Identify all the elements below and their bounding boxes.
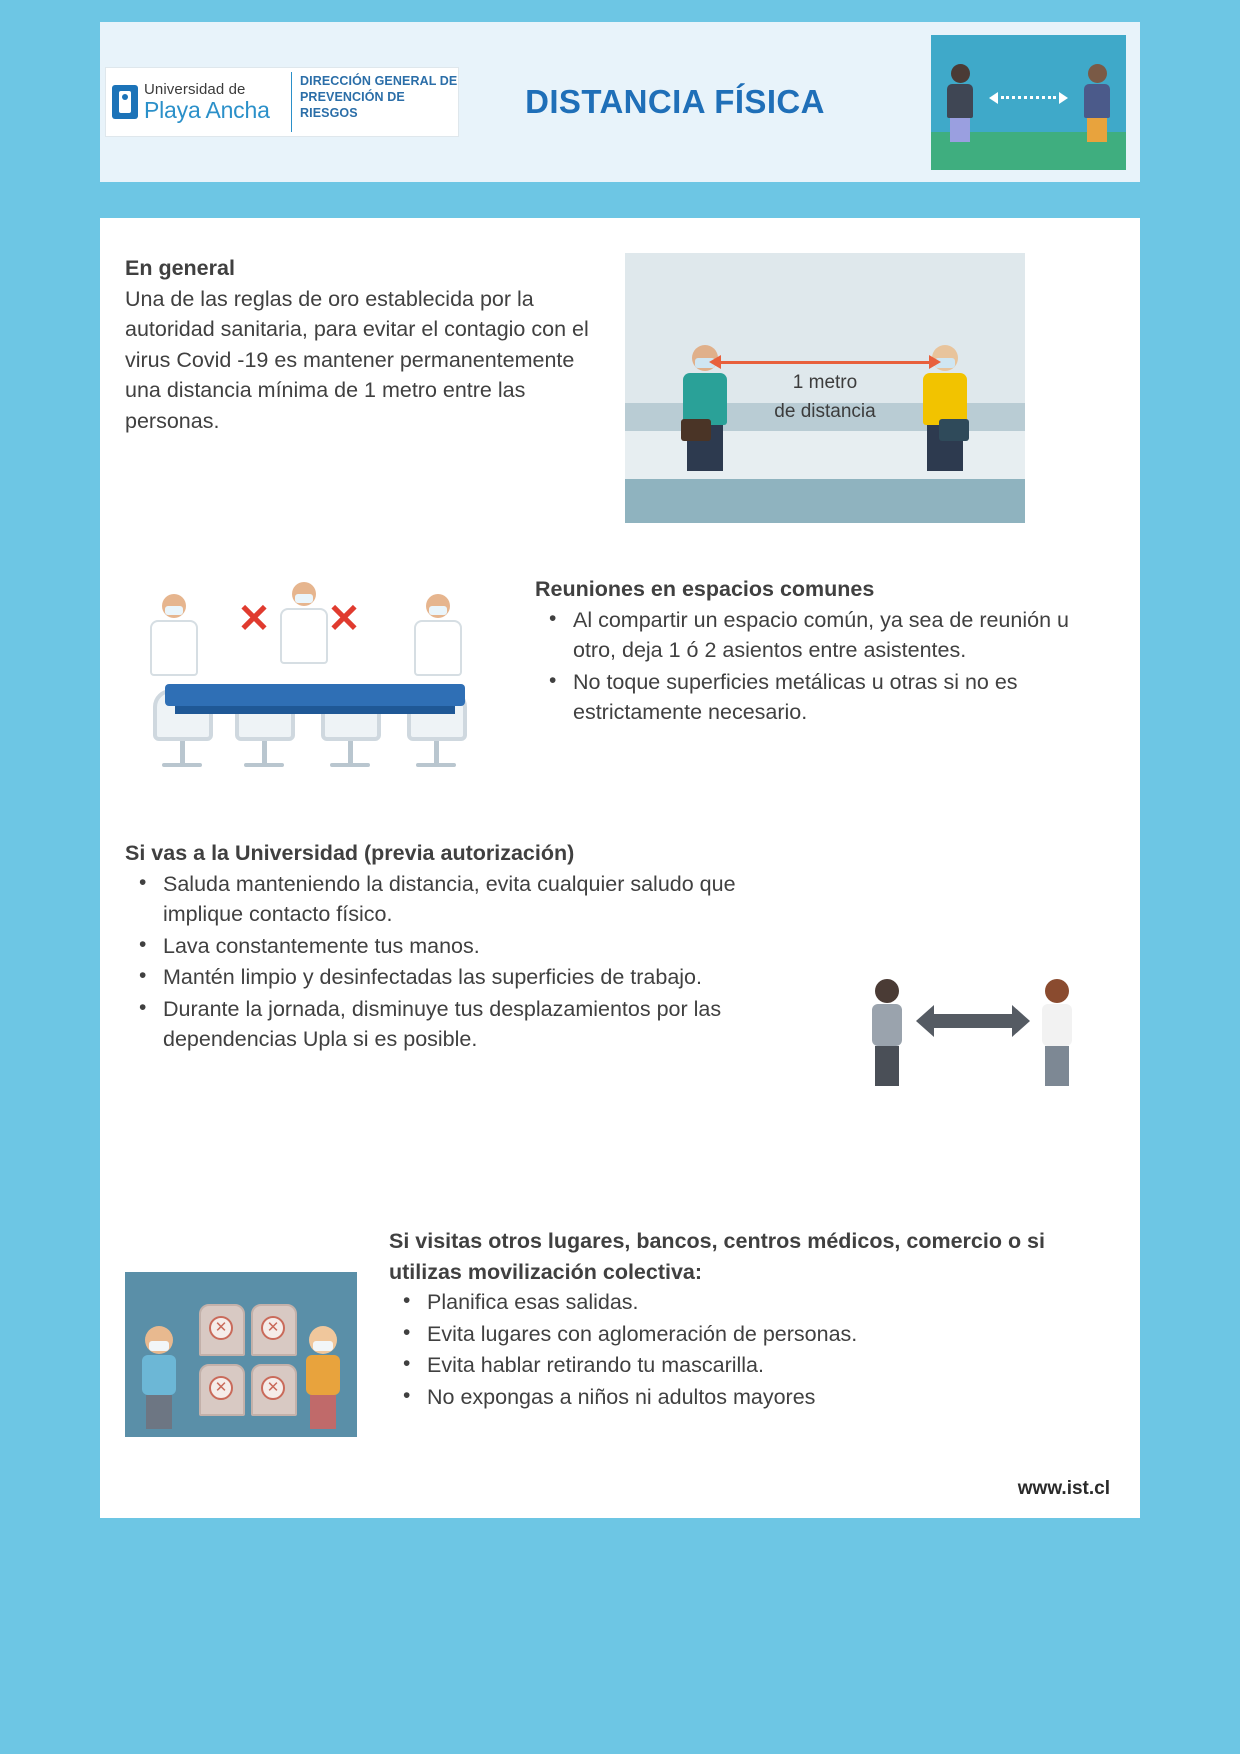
chair-stem xyxy=(180,741,185,763)
chair-base xyxy=(162,763,202,767)
list-item: • Al compartir un espacio común, ya sea de reunión u otro, deja 1 ó 2 asientos entre asistentes. xyxy=(535,605,1095,666)
arrow-head-left xyxy=(989,92,998,104)
person-legs xyxy=(1087,118,1107,142)
face-mask-icon xyxy=(295,594,313,603)
section-otros-lugares xyxy=(125,1226,1115,1437)
illustration-floor-band-3 xyxy=(625,479,1025,523)
section-general-text xyxy=(125,253,595,523)
upla-logo-text xyxy=(144,82,270,122)
person-legs xyxy=(950,118,970,142)
section-otros-lugares-text xyxy=(389,1226,1089,1437)
section-otros-lugares-heading xyxy=(389,1226,1089,1287)
section-general xyxy=(125,253,1115,523)
section-reuniones-heading: Reuniones en espacios comunes xyxy=(535,577,875,601)
section-otros-lugares-heading-suffix: : xyxy=(694,1259,703,1284)
chair-stem xyxy=(434,741,439,763)
face-mask-icon xyxy=(313,1341,333,1351)
face-mask-icon xyxy=(165,606,183,615)
content-sheet xyxy=(100,218,1140,1518)
section-general-heading: En general xyxy=(125,256,235,280)
illustration-person-woman xyxy=(1027,979,1087,1086)
page-title: DISTANCIA FÍSICA xyxy=(525,83,825,120)
meeting-person-3 xyxy=(407,594,469,676)
list-item: • Mantén limpio y desinfectadas las superficies de trabajo. xyxy=(125,962,765,993)
illustration-person-right xyxy=(1082,64,1112,142)
section-reuniones xyxy=(125,566,1115,781)
chair-base xyxy=(330,763,370,767)
header-illustration-distance xyxy=(931,35,1126,170)
person-head xyxy=(309,1326,337,1354)
list-item: • Evita hablar retirando tu mascarilla. xyxy=(389,1350,1089,1381)
list-item: • Durante la jornada, disminuye tus desplazamientos por las dependencias Upla si es posible. xyxy=(125,994,765,1055)
chair-stem xyxy=(262,741,267,763)
distance-arrow-icon xyxy=(933,1014,1013,1028)
department-name: DIRECCIÓN GENERAL DE PREVENCIÓN DE RIESGOS xyxy=(300,74,458,120)
person-coat xyxy=(150,620,198,676)
section-reuniones-list xyxy=(535,605,1095,728)
person-head xyxy=(162,594,186,618)
institution-logo-block xyxy=(105,67,459,137)
face-mask-icon xyxy=(429,606,447,615)
meeting-table xyxy=(165,684,465,706)
person-body xyxy=(872,1004,902,1046)
section-universidad-heading: Si vas a la Universidad (previa autorización) xyxy=(125,841,575,865)
list-item: • Saluda manteniendo la distancia, evita cualquier saludo que implique contacto físico. xyxy=(125,869,765,930)
arrow-dotted-line xyxy=(1001,96,1056,99)
list-item: • Lava constantemente tus manos. xyxy=(125,931,765,962)
passenger-right xyxy=(297,1326,349,1429)
person-legs xyxy=(146,1395,172,1429)
illustration-person-left xyxy=(945,64,975,142)
seat-blocked-icon-2: ✕ xyxy=(261,1316,285,1340)
one-meter-label xyxy=(625,369,1025,426)
person-head xyxy=(292,582,316,606)
person-body xyxy=(142,1355,176,1395)
chair-base xyxy=(244,763,284,767)
section-general-body: Una de las reglas de oro establecida por la autoridad sanitaria, para evitar el contagio con el virus Covid -19 es mantener permanentemente una distancia mínima de 1 metro entre las personas. xyxy=(125,286,589,433)
illustration-person-backpack xyxy=(857,979,917,1086)
person-head xyxy=(426,594,450,618)
meeting-person-2 xyxy=(273,582,335,664)
arrow-head-right xyxy=(1059,92,1068,104)
cross-mark-icon-2: ✕ xyxy=(327,597,361,641)
section-universidad xyxy=(125,838,1115,1056)
seat-blocked-icon-4: ✕ xyxy=(261,1376,285,1400)
list-item: • No toque superficies metálicas u otras si no es estrictamente necesario. xyxy=(535,667,1095,728)
section-otros-lugares-heading-main: Si visitas otros lugares, bancos, centros médicos, comercio o si utilizas movilización colectiva xyxy=(389,1229,1045,1284)
university-emblem-icon xyxy=(112,85,138,119)
illustration-meeting-table xyxy=(125,566,505,781)
section-reuniones-text xyxy=(535,566,1095,781)
person-legs xyxy=(875,1046,899,1086)
footer-website[interactable]: www.ist.cl xyxy=(1017,1478,1110,1499)
distance-arrow-icon xyxy=(989,93,1068,103)
seat-blocked-icon-3: ✕ xyxy=(209,1376,233,1400)
person-head xyxy=(951,64,970,83)
face-mask-icon xyxy=(149,1341,169,1351)
person-coat xyxy=(414,620,462,676)
person-body xyxy=(306,1355,340,1395)
chair-stem xyxy=(348,741,353,763)
meeting-person-1 xyxy=(143,594,205,676)
list-item: • Planifica esas salidas. xyxy=(389,1287,1089,1318)
section-universidad-list xyxy=(125,869,765,1055)
cross-mark-icon-1: ✕ xyxy=(237,597,271,641)
one-meter-label-line1: 1 metro xyxy=(792,372,858,393)
person-head xyxy=(1045,979,1069,1003)
one-meter-arrow-icon xyxy=(720,361,930,364)
chair-base xyxy=(416,763,456,767)
illustration-two-people-distance xyxy=(847,946,1097,1096)
person-legs xyxy=(310,1395,336,1429)
upla-logo xyxy=(106,68,291,136)
list-item: • No expongas a niños ni adultos mayores xyxy=(389,1382,1089,1413)
person-head xyxy=(875,979,899,1003)
page-header xyxy=(100,22,1140,182)
list-item: • Evita lugares con aglomeración de personas. xyxy=(389,1319,1089,1350)
seat-blocked-icon-1: ✕ xyxy=(209,1316,233,1340)
section-universidad-text xyxy=(125,838,765,1055)
illustration-public-transport xyxy=(125,1272,357,1437)
person-legs xyxy=(1045,1046,1069,1086)
person-head xyxy=(1088,64,1107,83)
person-body xyxy=(1042,1004,1072,1046)
section-otros-lugares-list xyxy=(389,1287,1089,1412)
logo-line-2: Playa Ancha xyxy=(144,96,270,123)
person-body xyxy=(1084,84,1110,118)
logo-line-1: Universidad de xyxy=(144,81,246,99)
one-meter-label-line2: de distancia xyxy=(774,400,876,422)
person-head xyxy=(145,1326,173,1354)
passenger-left xyxy=(133,1326,185,1429)
person-coat xyxy=(280,608,328,664)
illustration-one-meter xyxy=(625,253,1025,523)
person-body xyxy=(947,84,973,118)
